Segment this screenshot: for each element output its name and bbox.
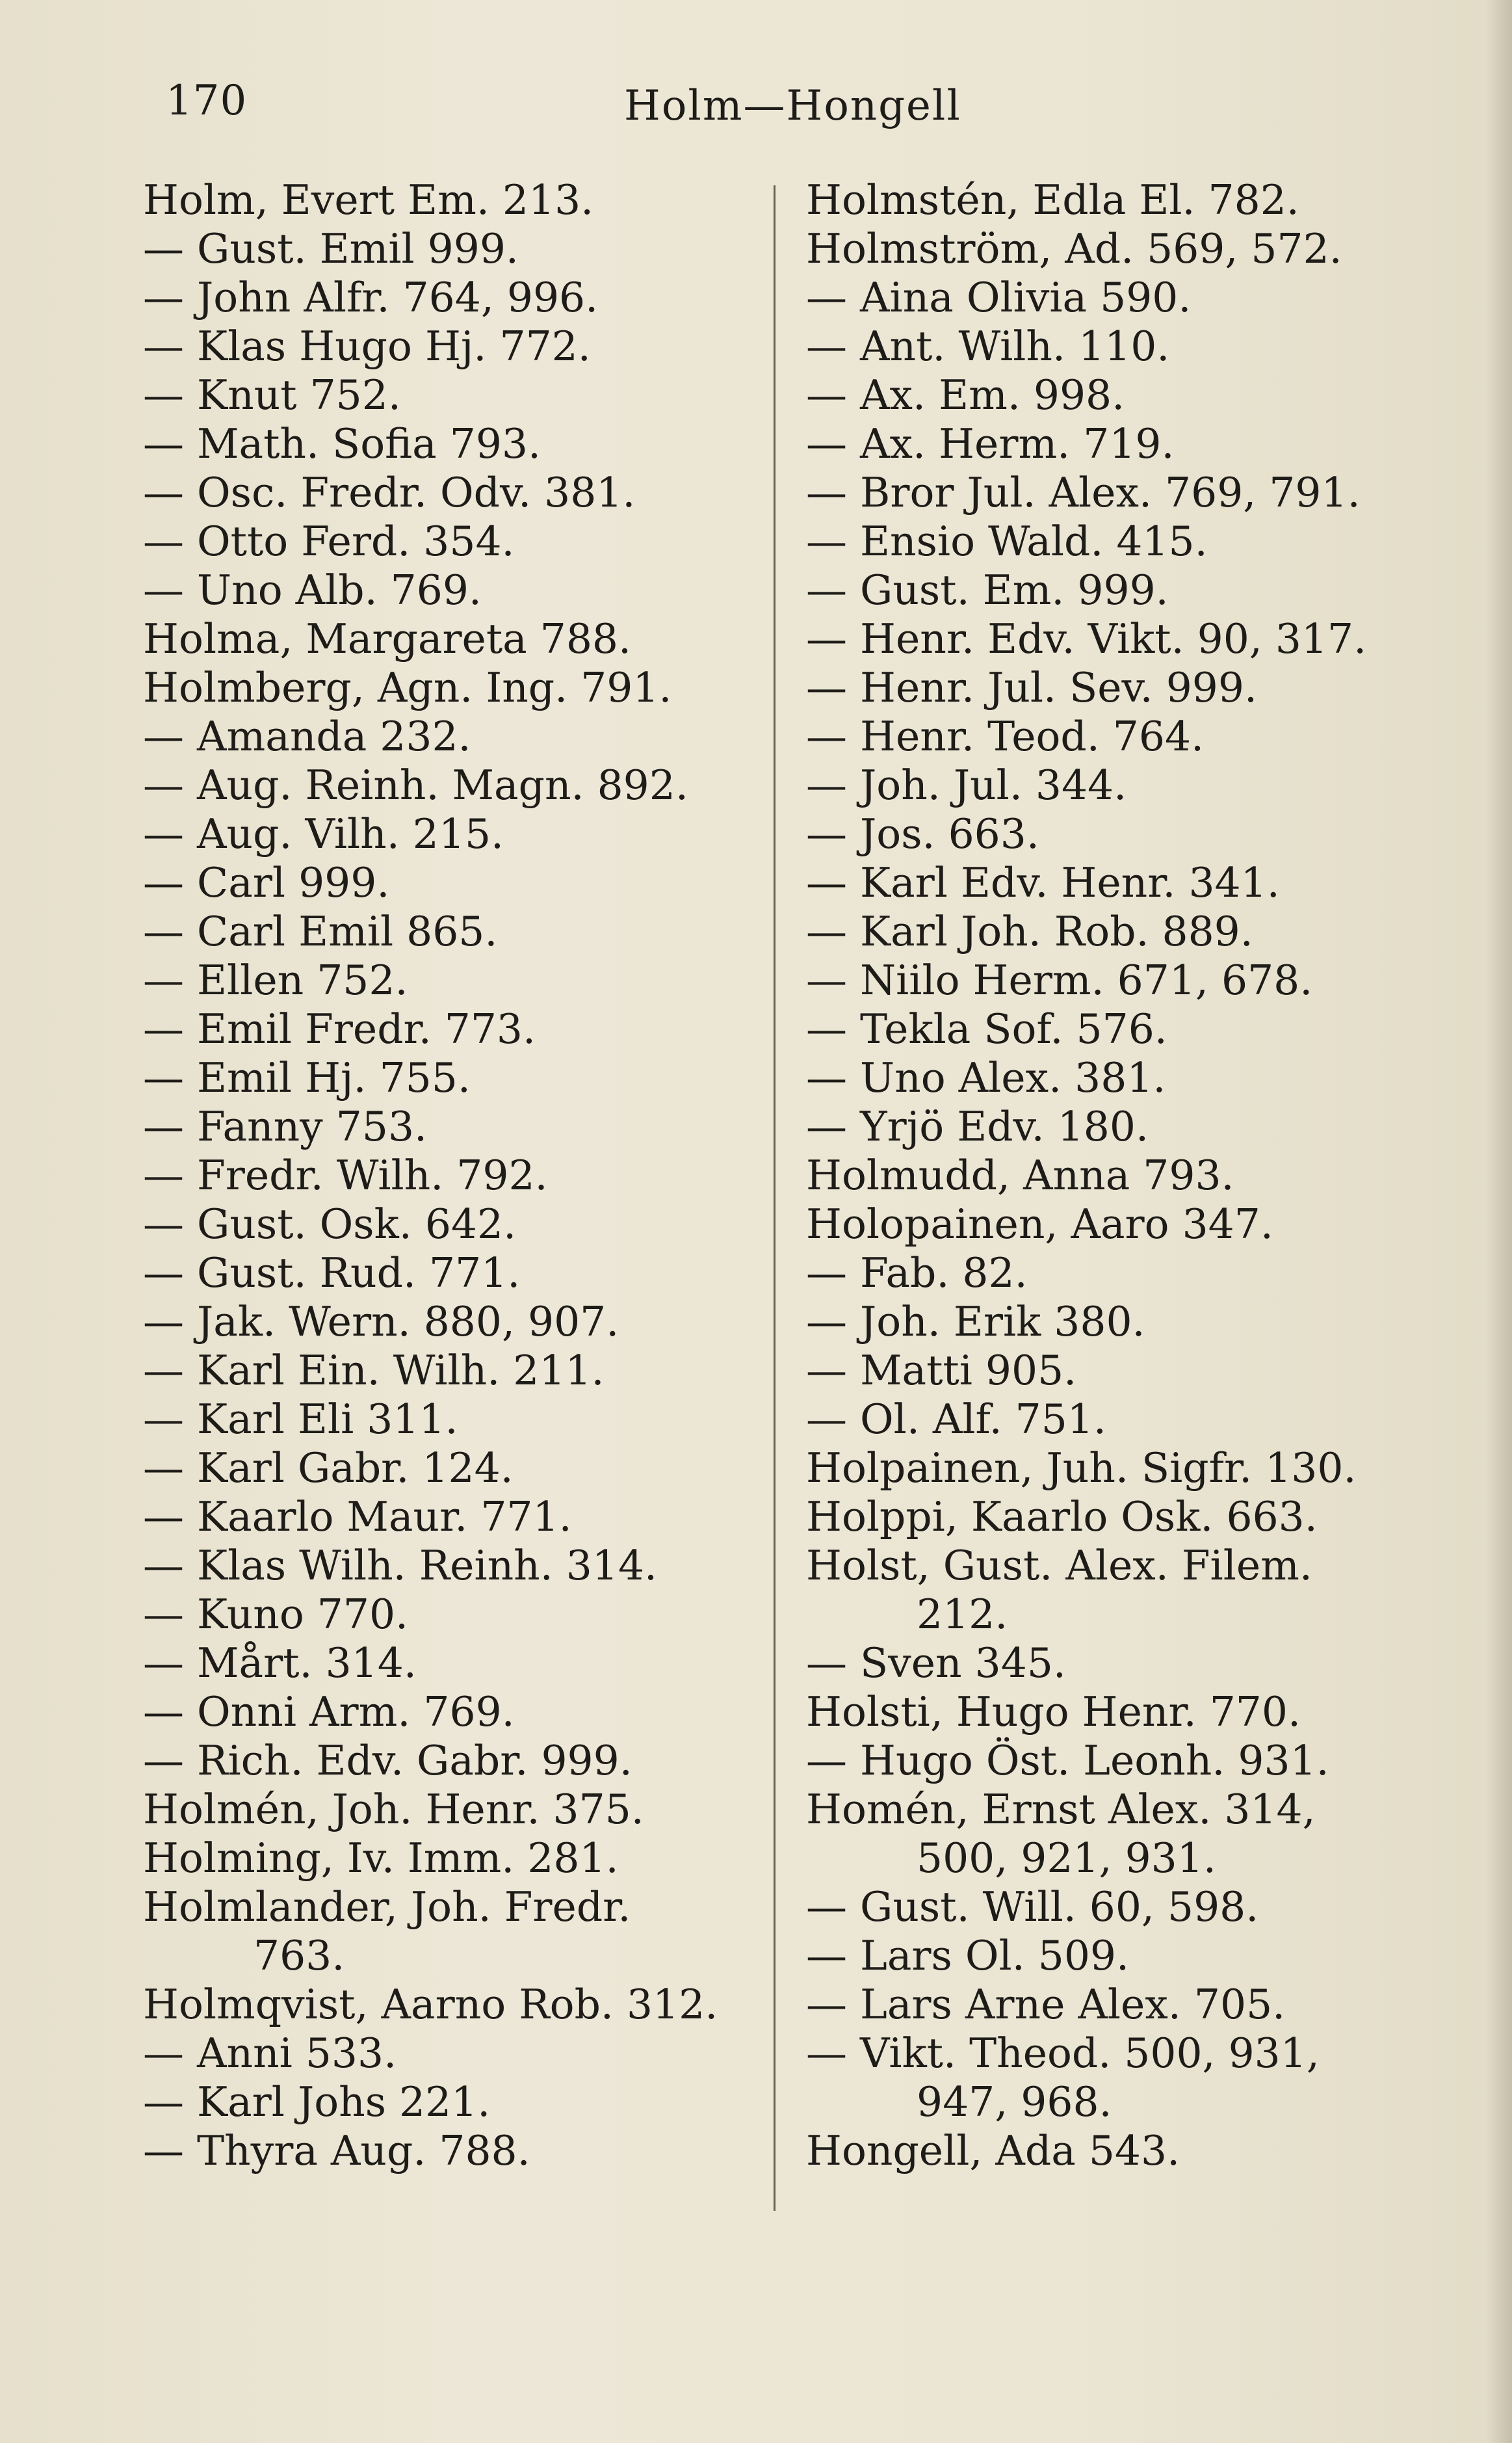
- index-entry: — Anni 533.: [143, 2029, 397, 2077]
- index-entry: — Henr. Jul. Sev. 999.: [806, 664, 1257, 711]
- index-entry: — Aina Olivia 590.: [806, 274, 1192, 321]
- index-entry: — Karl Gabr. 124.: [143, 1444, 514, 1492]
- index-entry: — Bror Jul. Alex. 769, 791.: [806, 469, 1361, 516]
- index-entry: — Aug. Vilh. 215.: [143, 810, 504, 858]
- index-entry: — Gust. Emil 999.: [143, 225, 519, 272]
- index-entry: — Ax. Em. 998.: [806, 371, 1125, 419]
- page-edge-shadow: [1486, 0, 1512, 2443]
- index-entry-heading: Holmlander, Joh. Fredr.: [143, 1883, 631, 1931]
- index-entry-heading: Holma, Margareta 788.: [143, 615, 632, 663]
- index-column-left: [143, 176, 793, 2175]
- index-entry: — Rich. Edv. Gabr. 999.: [143, 1737, 632, 1784]
- index-entry-heading: Hongell, Ada 543.: [806, 2127, 1180, 2174]
- index-entry: — Klas Hugo Hj. 772.: [143, 323, 591, 370]
- index-entry-heading: Holmén, Joh. Henr. 375.: [143, 1786, 644, 1833]
- index-entry-heading: Holmberg, Agn. Ing. 791.: [143, 664, 672, 711]
- index-entry-heading: Holm, Evert Em. 213.: [143, 176, 594, 224]
- index-entry-heading: Holmqvist, Aarno Rob. 312.: [143, 1981, 718, 2028]
- index-column-right: [806, 176, 1456, 2175]
- index-entry: — Aug. Reinh. Magn. 892.: [143, 761, 688, 809]
- index-entry-continuation: 763.: [254, 1932, 345, 1979]
- index-entry: — Karl Joh. Rob. 889.: [806, 908, 1253, 955]
- index-entry-heading: Homén, Ernst Alex. 314,: [806, 1786, 1316, 1833]
- running-head: Holm—Hongell: [624, 82, 961, 130]
- index-entry: — Emil Fredr. 773.: [143, 1005, 536, 1053]
- index-entry: — Ellen 752.: [143, 957, 408, 1004]
- index-entry: — Henr. Edv. Vikt. 90, 317.: [806, 615, 1367, 663]
- index-entry: — Uno Alex. 381.: [806, 1054, 1166, 1102]
- index-entry: — Gust. Em. 999.: [806, 566, 1169, 614]
- index-entry: — Carl Emil 865.: [143, 908, 498, 955]
- index-entry: — Ant. Wilh. 110.: [806, 323, 1170, 370]
- index-entry-heading: Holopainen, Aaro 347.: [806, 1200, 1273, 1248]
- index-entry: — Onni Arm. 769.: [143, 1688, 515, 1736]
- column-divider: [774, 185, 776, 2211]
- index-entry-heading: Holsti, Hugo Henr. 770.: [806, 1688, 1301, 1736]
- index-entry: — Fab. 82.: [806, 1249, 1028, 1297]
- index-entry-heading: Holpainen, Juh. Sigfr. 130.: [806, 1444, 1357, 1492]
- index-entry-heading: Holst, Gust. Alex. Filem.: [806, 1542, 1312, 1589]
- index-entry: — Henr. Teod. 764.: [806, 713, 1205, 760]
- index-entry-continuation: 212.: [917, 1591, 1008, 1638]
- index-entry: — Gust. Will. 60, 598.: [806, 1883, 1259, 1931]
- index-entry: — Vikt. Theod. 500, 931,: [806, 2029, 1320, 2077]
- index-entry: — Fredr. Wilh. 792.: [143, 1152, 548, 1199]
- index-entry: — Mårt. 314.: [143, 1639, 417, 1687]
- index-entry: — Karl Edv. Henr. 341.: [806, 859, 1280, 906]
- index-entry: — Kaarlo Maur. 771.: [143, 1493, 572, 1540]
- index-entry: — Hugo Öst. Leonh. 931.: [806, 1737, 1329, 1784]
- index-entry: — Amanda 232.: [143, 713, 471, 760]
- index-entry: — Gust. Rud. 771.: [143, 1249, 521, 1297]
- index-entry-continuation: 500, 921, 931.: [917, 1834, 1216, 1882]
- index-entry: — Otto Ferd. 354.: [143, 518, 515, 565]
- index-entry: — Math. Sofia 793.: [143, 420, 541, 468]
- index-entry: — Tekla Sof. 576.: [806, 1005, 1167, 1053]
- index-entry: — Jak. Wern. 880, 907.: [143, 1298, 619, 1345]
- index-entry: — Joh. Erik 380.: [806, 1298, 1145, 1345]
- index-entry-heading: Holmström, Ad. 569, 572.: [806, 225, 1342, 272]
- index-entry: — Kuno 770.: [143, 1591, 409, 1638]
- index-entry-continuation: 947, 968.: [917, 2078, 1112, 2126]
- index-entry: — Thyra Aug. 788.: [143, 2127, 530, 2174]
- index-entry: — Sven 345.: [806, 1639, 1066, 1687]
- index-entry: — Ol. Alf. 751.: [806, 1395, 1106, 1443]
- index-entry-heading: Holming, Iv. Imm. 281.: [143, 1834, 619, 1882]
- index-entry: — Carl 999.: [143, 859, 390, 906]
- index-entry: — Knut 752.: [143, 371, 401, 419]
- index-entry: — Klas Wilh. Reinh. 314.: [143, 1542, 658, 1589]
- index-entry: — Karl Ein. Wilh. 211.: [143, 1347, 605, 1394]
- index-entry: — Lars Ol. 509.: [806, 1932, 1130, 1979]
- page-number: 170: [166, 77, 248, 125]
- index-entry: — Karl Johs 221.: [143, 2078, 491, 2126]
- index-entry: — Fanny 753.: [143, 1103, 428, 1150]
- index-entry: — Lars Arne Alex. 705.: [806, 1981, 1286, 2028]
- index-entry: — Emil Hj. 755.: [143, 1054, 471, 1102]
- index-entry: — Gust. Osk. 642.: [143, 1200, 517, 1248]
- index-entry: — Ax. Herm. 719.: [806, 420, 1175, 468]
- index-entry: — Jos. 663.: [806, 810, 1039, 858]
- index-entry-heading: Holmudd, Anna 793.: [806, 1152, 1234, 1199]
- index-entry: — Joh. Jul. 344.: [806, 761, 1127, 809]
- index-entry: — Matti 905.: [806, 1347, 1077, 1394]
- index-entry-heading: Holppi, Kaarlo Osk. 663.: [806, 1493, 1318, 1540]
- index-entry-heading: Holmstén, Edla El. 782.: [806, 176, 1299, 224]
- index-entry: — John Alfr. 764, 996.: [143, 274, 599, 321]
- index-entry: — Karl Eli 311.: [143, 1395, 458, 1443]
- index-entry: — Osc. Fredr. Odv. 381.: [143, 469, 636, 516]
- index-entry: — Niilo Herm. 671, 678.: [806, 957, 1313, 1004]
- index-entry: — Ensio Wald. 415.: [806, 518, 1208, 565]
- index-entry: — Uno Alb. 769.: [143, 566, 482, 614]
- index-entry: — Yrjö Edv. 180.: [806, 1103, 1149, 1150]
